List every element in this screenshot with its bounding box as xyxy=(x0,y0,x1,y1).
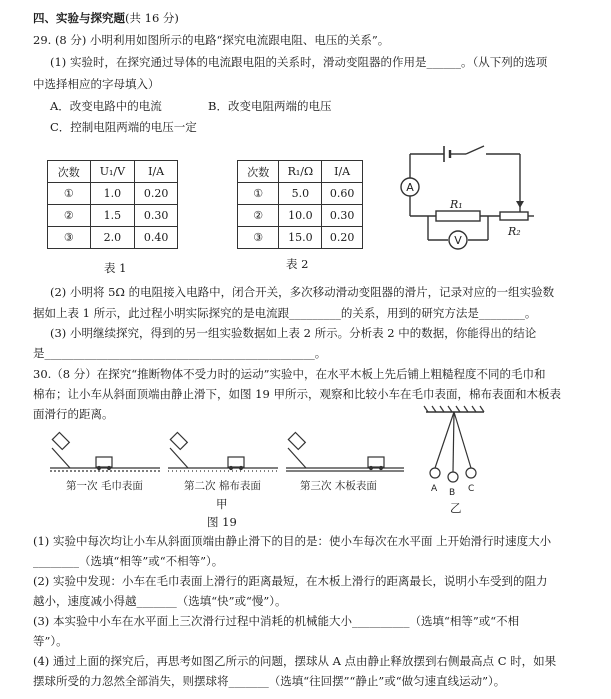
table-row xyxy=(238,205,363,227)
table-cell: 1.5 xyxy=(90,205,135,227)
q29-part1-line1: (1) 实验时，在探究通过导体的电流跟电阻的关系时，滑动变阻器的作用是______。（从下列的选项 xyxy=(50,55,548,69)
q29-part2-line1: (2) 小明将 5Ω 的电阻接入电路中，闭合开关，多次移动滑动变阻器的滑片，记录对应的一组实验数 xyxy=(50,285,555,299)
circuit-diagram xyxy=(400,140,540,255)
ramp-caption-2: 第二次 棉布表面 xyxy=(184,480,261,492)
table-header-cell: R₁/Ω xyxy=(279,161,322,183)
q29-part3-line1: (3) 小明继续探究，得到的另一组实验数据如上表 2 所示。分析表 2 中的数据，你能得出的结论 xyxy=(50,326,537,340)
pendulum-figure xyxy=(420,404,490,514)
ramp-caption-3: 第三次 木板表面 xyxy=(300,480,377,492)
table-cell: ③ xyxy=(48,227,91,249)
ammeter-label: A xyxy=(406,181,414,194)
figure-jia-label: 甲 xyxy=(216,497,228,511)
table-row xyxy=(48,205,178,227)
pendulum-label-b: B xyxy=(449,488,456,498)
q30-part4-line2: 摆球所受的力忽然全部消失，则摆球将_______（选填“往回摆”“静止”或“做匀速直线运动”）。 xyxy=(33,674,506,688)
pendulum-label-c: C xyxy=(468,484,475,494)
q29-option-a: A．改变电路中的电流 xyxy=(50,99,162,113)
table-cell: ① xyxy=(238,183,279,205)
table-row xyxy=(238,227,363,249)
table-cell: 0.60 xyxy=(322,183,363,205)
table-cell: 0.20 xyxy=(322,227,363,249)
table-cell: 0.40 xyxy=(135,227,178,249)
table-cell: ② xyxy=(238,205,279,227)
table-cell: 15.0 xyxy=(279,227,322,249)
table-header-cell: I/A xyxy=(322,161,363,183)
q30-stem-line2: 棉布；让小车从斜面顶端由静止滑下，如图 19 甲所示，观察和比较小车在毛巾表面，棉布表面和木板表 xyxy=(33,387,561,401)
table-cell: 0.30 xyxy=(135,205,178,227)
table-row xyxy=(48,227,178,249)
ramp-caption-1: 第一次 毛巾表面 xyxy=(66,480,143,492)
q30-part1-line1: (1) 实验中每次均让小车从斜面顶端由静止滑下的目的是：使小车每次在水平面 上开始滑行时速度大小 xyxy=(33,534,552,548)
table-cell: 0.30 xyxy=(322,205,363,227)
ramp-2 xyxy=(168,432,278,471)
table-cell: ③ xyxy=(238,227,279,249)
pendulum-label-a: A xyxy=(431,484,438,494)
q29-part3-line2: 是_______________________________________________。 xyxy=(33,346,327,360)
table-header-row xyxy=(238,161,363,183)
table-row xyxy=(238,183,363,205)
ramp-1 xyxy=(50,432,160,471)
section-heading xyxy=(33,11,179,25)
table-2-caption: 表 2 xyxy=(286,257,309,271)
ramp-3 xyxy=(286,432,404,471)
q30-part3-line2: 等”）。 xyxy=(33,634,68,648)
voltmeter-label: V xyxy=(454,234,462,247)
table-header-cell: 次数 xyxy=(48,161,91,183)
q29-stem: 29. (8 分) 小明利用如图所示的电路“探究电流跟电阻、电压的关系”。 xyxy=(33,33,390,47)
table-cell: ① xyxy=(48,183,91,205)
table-cell: 0.20 xyxy=(135,183,178,205)
table-cell: 2.0 xyxy=(90,227,135,249)
table-cell: 1.0 xyxy=(90,183,135,205)
table-header-cell: 次数 xyxy=(238,161,279,183)
q30-stem-line1: 30.（8 分）在探究“推断物体不受力时的运动”实验中，在水平木板上先后铺上粗糙程度不同的毛巾和 xyxy=(33,367,546,381)
table-header-cell: I/A xyxy=(135,161,178,183)
table-header-row xyxy=(48,161,178,183)
table-header-cell: U₁/V xyxy=(90,161,135,183)
r2-label: R₂ xyxy=(508,225,521,238)
figure-19-caption: 图 19 xyxy=(207,515,237,529)
q30-part4-line1: (4) 通过上面的探究后，再思考如图乙所示的问题，摆球从 A 点由静止释放摆到右侧最高点 C 时，如果 xyxy=(33,654,557,668)
figure-yi-label: 乙 xyxy=(450,501,462,515)
table-row xyxy=(48,183,178,205)
section-title: 四、实验与探究题 xyxy=(33,11,125,25)
q30-part2-line2: 越小，速度减小得越_______（选填“快”或“慢”）。 xyxy=(33,594,287,608)
q30-part2-line1: (2) 实验中发现：小车在毛巾表面上滑行的距离最短，在木板上滑行的距离最长，说明小车受到的阻力 xyxy=(33,574,548,588)
q30-part3-line1: (3) 本实验中小车在水平面上三次滑行过程中消耗的机械能大小__________（选填“相等”或“不相 xyxy=(33,614,520,628)
section-score: (共 16 分) xyxy=(125,11,179,25)
table-1-caption: 表 1 xyxy=(104,261,127,275)
table-cell: ② xyxy=(48,205,91,227)
table-cell: 5.0 xyxy=(279,183,322,205)
q30-part1-line2: ________（选填“相等”或“不相等”）。 xyxy=(33,554,224,568)
table-cell: 10.0 xyxy=(279,205,322,227)
q29-part1-line2: 中选择相应的字母填入） xyxy=(33,77,160,91)
r1-label: R₁ xyxy=(450,198,463,211)
q29-part2-line2: 据如上表 1 所示，此过程小明实际探究的是电流跟_________的关系，用到的研究方法是________。 xyxy=(33,306,537,320)
table-2 xyxy=(237,160,363,249)
q29-option-c: C．控制电阻两端的电压一定 xyxy=(50,120,197,134)
table-1 xyxy=(47,160,178,249)
q29-option-b: B．改变电阻两端的电压 xyxy=(208,99,332,113)
q30-stem-line3: 面滑行的距离。 xyxy=(33,407,114,421)
